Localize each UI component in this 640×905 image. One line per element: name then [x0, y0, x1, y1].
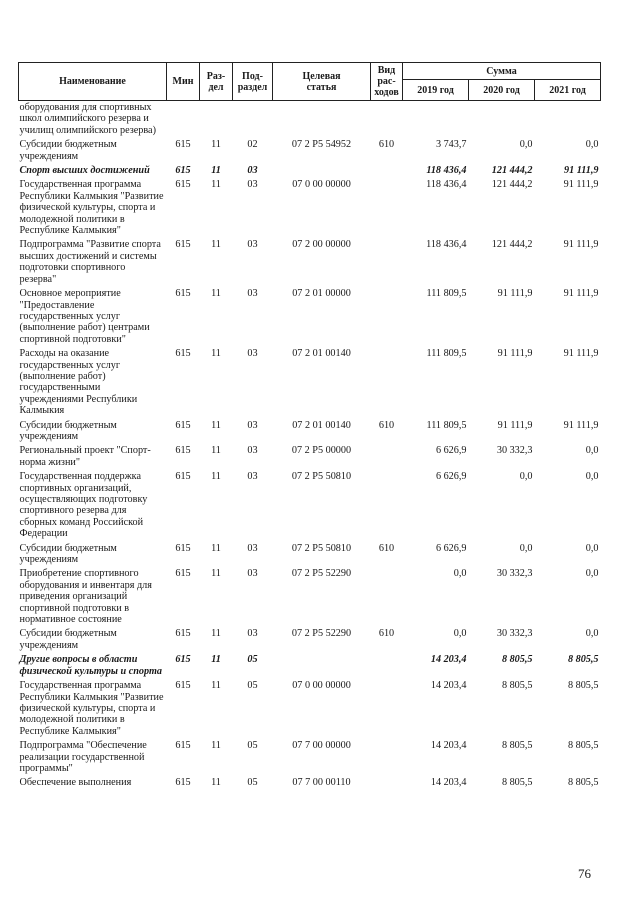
header-name: Наименование [19, 63, 167, 101]
cell-2021: 0,0 [585, 628, 599, 640]
cell-subsection: 03 [247, 568, 258, 580]
cell-subsection: 05 [247, 777, 258, 789]
cell-subsection: 03 [247, 348, 258, 360]
header-min: Мин [167, 63, 200, 101]
cell-2019: 14 203,4 [430, 777, 467, 789]
cell-min: 615 [175, 542, 191, 554]
cell-2019: 111 809,5 [426, 348, 467, 360]
cell-min: 615 [175, 348, 191, 360]
cell-2019: 14 203,4 [430, 654, 467, 666]
cell-expense-type [371, 164, 403, 178]
cell-min: 615 [175, 740, 191, 752]
cell-min: 615 [175, 139, 191, 151]
cell-article: 07 0 00 00000 [292, 179, 351, 191]
cell-2021: 91 111,9 [563, 288, 599, 300]
cell-expense-type [371, 444, 403, 470]
table-row [19, 138, 601, 164]
cell-min: 615 [175, 165, 191, 177]
cell-name: Основное мероприятие "Предоставление государственных услуг (выполнение работ) центрами спортивной подготовки" [19, 288, 150, 345]
cell-expense-type: 610 [378, 419, 395, 431]
cell-subsection [233, 101, 273, 139]
cell-article: 07 2 00 00000 [292, 239, 351, 251]
header-year-2021: 2021 год [535, 80, 601, 101]
cell-2021: 8 805,5 [567, 777, 599, 789]
cell-section: 11 [211, 348, 221, 360]
table-row [19, 178, 601, 238]
cell-2020: 30 332,3 [496, 628, 533, 640]
cell-name: Подпрограмма "Обеспечение реализации государственной программы" [19, 740, 147, 774]
cell-2020: 91 111,9 [497, 419, 533, 431]
cell-2021: 8 805,5 [567, 740, 599, 752]
cell-2020: 121 444,2 [491, 179, 533, 191]
cell-2020: 8 805,5 [501, 654, 533, 666]
cell-article: 07 2 01 00000 [292, 288, 351, 300]
cell-2019: 118 436,4 [426, 165, 467, 177]
cell-expense-type: 610 [378, 139, 395, 151]
cell-name: Субсидии бюджетным учреждениям [19, 419, 117, 442]
cell-subsection: 03 [247, 445, 258, 457]
cell-section: 11 [211, 680, 221, 692]
table-row [19, 444, 601, 470]
cell-2021: 91 111,9 [563, 419, 599, 431]
cell-expense-type [371, 679, 403, 739]
budget-table [18, 62, 601, 791]
header-year-2019: 2019 год [403, 80, 469, 101]
table-row [19, 347, 601, 418]
cell-2019: 118 436,4 [426, 239, 467, 251]
cell-2019: 111 809,5 [426, 288, 467, 300]
cell-expense-type [371, 739, 403, 776]
table-row [19, 164, 601, 178]
cell-subsection: 05 [247, 654, 258, 666]
cell-2019: 6 626,9 [435, 542, 467, 554]
cell-2020: 121 444,2 [491, 239, 533, 251]
cell-expense-type [371, 101, 403, 139]
cell-article: 07 2 P5 50810 [291, 471, 352, 483]
cell-article [273, 101, 371, 139]
cell-name: Субсидии бюджетным учреждениям [19, 139, 117, 162]
cell-name: Государственная программа Республики Калмыкия "Развитие физической культуры, спорта и молодежной политики в Республике Калмыкия" [19, 179, 164, 237]
cell-name: Подпрограмма "Развитие спорта высших достижений и системы подготовки спортивного резерва" [19, 239, 161, 285]
table-row [19, 101, 601, 139]
cell-2020: 0,0 [519, 471, 533, 483]
cell-section: 11 [211, 471, 221, 483]
cell-2021: 91 111,9 [563, 165, 599, 177]
cell-2019 [403, 101, 469, 139]
cell-2020: 121 444,2 [491, 165, 533, 177]
cell-section: 11 [211, 740, 221, 752]
cell-subsection: 03 [247, 165, 258, 177]
cell-2019: 0,0 [453, 628, 467, 640]
cell-expense-type [371, 776, 403, 790]
header-subsection: Под- раздел [233, 63, 273, 101]
table-body [19, 101, 601, 791]
cell-2020: 91 111,9 [497, 288, 533, 300]
cell-2021: 0,0 [585, 139, 599, 151]
cell-expense-type: 610 [378, 628, 395, 640]
cell-article: 07 2 01 00140 [292, 419, 351, 431]
cell-2021: 0,0 [585, 445, 599, 457]
cell-article [273, 164, 371, 178]
cell-min: 615 [175, 680, 191, 692]
header-article: Целевая статья [273, 63, 371, 101]
cell-section: 11 [211, 568, 221, 580]
table-row [19, 238, 601, 287]
cell-min: 615 [175, 419, 191, 431]
table-row [19, 739, 601, 776]
cell-expense-type [371, 178, 403, 238]
cell-min: 615 [175, 777, 191, 789]
cell-subsection: 03 [247, 288, 258, 300]
cell-name: Региональный проект "Спорт-норма жизни" [19, 445, 151, 468]
cell-expense-type [371, 238, 403, 287]
table-row [19, 542, 601, 568]
cell-min [167, 101, 200, 139]
cell-2021: 8 805,5 [567, 680, 599, 692]
cell-name: оборудования для спортивных школ олимпийского резерва и училищ олимпийского резерва) [19, 102, 156, 136]
cell-section: 11 [211, 165, 221, 177]
header-expense-type: Вид рас- ходов [371, 63, 403, 101]
cell-expense-type [371, 567, 403, 627]
cell-article: 07 2 01 00140 [292, 348, 351, 360]
cell-name: Расходы на оказание государственных услуг (выполнение работ) государственными учреждениями Республики Калмыкия [19, 348, 138, 417]
table-row [19, 627, 601, 653]
cell-expense-type: 610 [378, 542, 395, 554]
cell-article [273, 653, 371, 679]
cell-2019: 3 743,7 [435, 139, 467, 151]
cell-subsection: 03 [247, 628, 258, 640]
cell-2021: 8 805,5 [567, 654, 599, 666]
cell-subsection: 03 [247, 239, 258, 251]
cell-subsection: 03 [247, 179, 258, 191]
cell-article: 07 7 00 00000 [292, 740, 351, 752]
cell-name: Обеспечение выполнения [19, 777, 132, 789]
cell-section: 11 [211, 179, 221, 191]
cell-2021: 0,0 [585, 568, 599, 580]
cell-2021: 91 111,9 [563, 179, 599, 191]
cell-min: 615 [175, 628, 191, 640]
cell-name: Спорт высших достижений [19, 165, 150, 177]
cell-2019: 14 203,4 [430, 740, 467, 752]
cell-2020: 30 332,3 [496, 568, 533, 580]
page-number: 76 [578, 866, 591, 881]
cell-article: 07 2 P5 00000 [291, 445, 352, 457]
table-row [19, 776, 601, 790]
cell-2020 [469, 101, 535, 139]
cell-min: 615 [175, 445, 191, 457]
cell-section: 11 [211, 777, 221, 789]
cell-section: 11 [211, 542, 221, 554]
cell-section: 11 [211, 139, 221, 151]
cell-2021: 0,0 [585, 542, 599, 554]
cell-section [200, 101, 233, 139]
cell-article: 07 7 00 00110 [292, 777, 351, 789]
cell-min: 615 [175, 568, 191, 580]
cell-2019: 6 626,9 [435, 471, 467, 483]
cell-2019: 6 626,9 [435, 445, 467, 457]
cell-2019: 111 809,5 [426, 419, 467, 431]
table-row [19, 653, 601, 679]
cell-expense-type [371, 653, 403, 679]
cell-min: 615 [175, 179, 191, 191]
cell-section: 11 [211, 628, 221, 640]
table-row [19, 470, 601, 541]
cell-subsection: 05 [247, 740, 258, 752]
cell-2020: 30 332,3 [496, 445, 533, 457]
cell-name: Другие вопросы в области физической культуры и спорта [19, 654, 162, 677]
cell-subsection: 03 [247, 419, 258, 431]
cell-section: 11 [211, 419, 221, 431]
cell-2020: 0,0 [519, 542, 533, 554]
cell-section: 11 [211, 445, 221, 457]
cell-name: Субсидии бюджетным учреждениям [19, 542, 117, 566]
cell-name: Государственная программа Республики Калмыкия "Развитие физической культуры, спорта и молодежной политики в Республике Калмыкия" [19, 680, 164, 737]
header-sum: Сумма [403, 63, 601, 80]
cell-article: 07 2 P5 54952 [291, 139, 352, 151]
header-section: Раз- дел [200, 63, 233, 101]
cell-2020: 8 805,5 [501, 740, 533, 752]
cell-2021 [535, 101, 601, 139]
cell-name: Субсидии бюджетным учреждениям [19, 628, 117, 651]
cell-expense-type [371, 287, 403, 347]
cell-subsection: 03 [247, 471, 258, 483]
cell-2020: 91 111,9 [497, 348, 533, 360]
cell-2021: 0,0 [585, 471, 599, 483]
cell-min: 615 [175, 471, 191, 483]
cell-2021: 91 111,9 [563, 239, 599, 251]
cell-expense-type [371, 470, 403, 541]
cell-article: 07 2 P5 50810 [291, 542, 352, 554]
cell-subsection: 02 [247, 139, 258, 151]
cell-2020: 8 805,5 [501, 680, 533, 692]
cell-section: 11 [211, 654, 221, 666]
cell-section: 11 [211, 288, 221, 300]
cell-article: 07 0 00 00000 [292, 680, 351, 692]
cell-min: 615 [175, 239, 191, 251]
cell-2019: 118 436,4 [426, 179, 467, 191]
cell-expense-type [371, 347, 403, 418]
cell-min: 615 [175, 288, 191, 300]
cell-article: 07 2 P5 52290 [291, 568, 352, 580]
cell-2019: 14 203,4 [430, 680, 467, 692]
cell-2020: 8 805,5 [501, 777, 533, 789]
cell-name: Государственная поддержка спортивных организаций, осуществляющих подготовку спортивного резерва для сборных команд Российской Федерации [19, 471, 148, 540]
cell-article: 07 2 P5 52290 [291, 628, 352, 640]
cell-name: Приобретение спортивного оборудования и инвентаря для приведения организаций спортивной подготовки в нормативное состояние [19, 568, 152, 626]
table-row [19, 679, 601, 739]
table-row [19, 287, 601, 347]
table-header [19, 63, 601, 101]
cell-subsection: 05 [247, 680, 258, 692]
cell-2019: 0,0 [453, 568, 467, 580]
table-row [19, 567, 601, 627]
header-year-2020: 2020 год [469, 80, 535, 101]
cell-subsection: 03 [247, 542, 258, 554]
cell-min: 615 [175, 654, 191, 666]
table-row [19, 419, 601, 445]
cell-section: 11 [211, 239, 221, 251]
cell-2020: 0,0 [519, 139, 533, 151]
cell-2021: 91 111,9 [563, 348, 599, 360]
